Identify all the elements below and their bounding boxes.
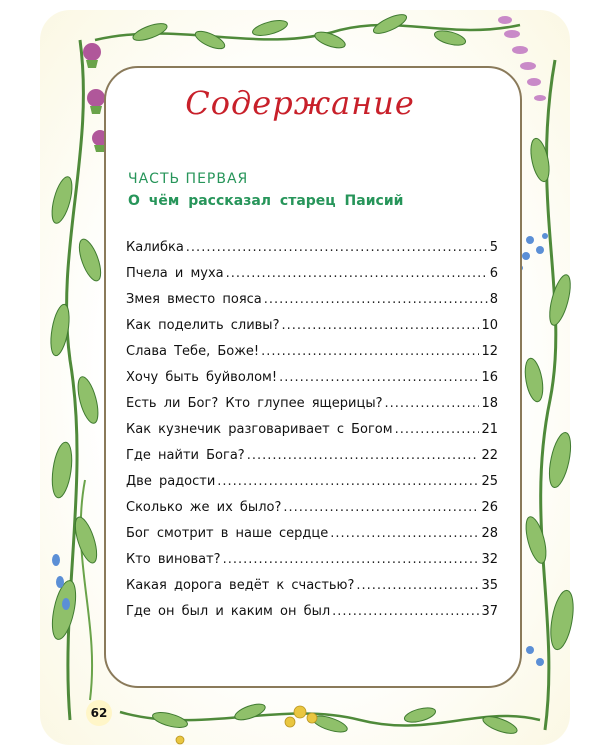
toc-entry-title: Бог смотрит в наше сердце bbox=[126, 526, 329, 541]
toc-leader-dots bbox=[356, 578, 479, 593]
toc-entry-title: Пчела и муха bbox=[126, 266, 224, 281]
toc-entry-page: 22 bbox=[481, 448, 498, 463]
toc-entry-page: 25 bbox=[481, 474, 498, 489]
toc-entry[interactable] bbox=[126, 422, 498, 448]
part-heading: ЧАСТЬ ПЕРВАЯ bbox=[128, 171, 249, 187]
toc-entry[interactable] bbox=[126, 240, 498, 266]
toc-entry-title: Какая дорога ведёт к счастью? bbox=[126, 578, 355, 593]
toc-entry-page: 35 bbox=[481, 578, 498, 593]
toc-entry[interactable] bbox=[126, 370, 498, 396]
toc-entry-page: 26 bbox=[481, 500, 498, 515]
toc-entry[interactable] bbox=[126, 474, 498, 500]
toc-entry[interactable] bbox=[126, 292, 498, 318]
toc-entry-title: Где он был и каким он был bbox=[126, 604, 331, 619]
toc-entry-page: 18 bbox=[481, 396, 498, 411]
page-number: 62 bbox=[86, 700, 112, 726]
toc-entry[interactable] bbox=[126, 500, 498, 526]
toc-entry[interactable] bbox=[126, 448, 498, 474]
toc-entry-page: 28 bbox=[481, 526, 498, 541]
toc-entry-title: Хочу быть буйволом! bbox=[126, 370, 278, 385]
toc-leader-dots bbox=[330, 526, 479, 541]
toc-entry-title: Где найти Бога? bbox=[126, 448, 245, 463]
toc-entry[interactable] bbox=[126, 266, 498, 292]
toc-entry-title: Слава Тебе, Боже! bbox=[126, 344, 260, 359]
toc-entry-page: 37 bbox=[481, 604, 498, 619]
toc-entry-title: Калибка bbox=[126, 240, 184, 255]
toc-leader-dots bbox=[186, 240, 488, 255]
table-of-contents bbox=[126, 240, 498, 630]
toc-entry-title: Есть ли Бог? Кто глупее ящерицы? bbox=[126, 396, 383, 411]
toc-entry[interactable] bbox=[126, 396, 498, 422]
toc-leader-dots bbox=[395, 422, 480, 437]
toc-leader-dots bbox=[283, 500, 479, 515]
toc-leader-dots bbox=[217, 474, 479, 489]
toc-entry-title: Две радости bbox=[126, 474, 216, 489]
toc-leader-dots bbox=[226, 266, 488, 281]
toc-leader-dots bbox=[264, 292, 488, 307]
toc-entry-title: Кто виноват? bbox=[126, 552, 221, 567]
toc-entry-page: 21 bbox=[481, 422, 498, 437]
toc-leader-dots bbox=[247, 448, 480, 463]
toc-entry[interactable] bbox=[126, 578, 498, 604]
toc-leader-dots bbox=[223, 552, 480, 567]
toc-leader-dots bbox=[384, 396, 479, 411]
toc-entry-title: Как поделить сливы? bbox=[126, 318, 280, 333]
toc-entry[interactable] bbox=[126, 344, 498, 370]
toc-entry[interactable] bbox=[126, 604, 498, 630]
toc-entry-title: Сколько же их было? bbox=[126, 500, 282, 515]
toc-entry[interactable] bbox=[126, 318, 498, 344]
toc-entry[interactable] bbox=[126, 526, 498, 552]
toc-entry[interactable] bbox=[126, 552, 498, 578]
page-title: Содержание bbox=[185, 84, 415, 122]
toc-entry-page: 5 bbox=[489, 240, 498, 255]
toc-entry-page: 12 bbox=[481, 344, 498, 359]
part-subtitle: О чём рассказал старец Паисий bbox=[128, 193, 404, 209]
toc-leader-dots bbox=[261, 344, 479, 359]
toc-entry-page: 32 bbox=[481, 552, 498, 567]
toc-leader-dots bbox=[279, 370, 479, 385]
toc-entry-title: Как кузнечик разговаривает с Богом bbox=[126, 422, 393, 437]
toc-entry-title: Змея вместо пояса bbox=[126, 292, 262, 307]
toc-entry-page: 16 bbox=[481, 370, 498, 385]
toc-entry-page: 10 bbox=[481, 318, 498, 333]
toc-entry-page: 8 bbox=[489, 292, 498, 307]
toc-entry-page: 6 bbox=[489, 266, 498, 281]
toc-leader-dots bbox=[332, 604, 479, 619]
toc-leader-dots bbox=[281, 318, 479, 333]
